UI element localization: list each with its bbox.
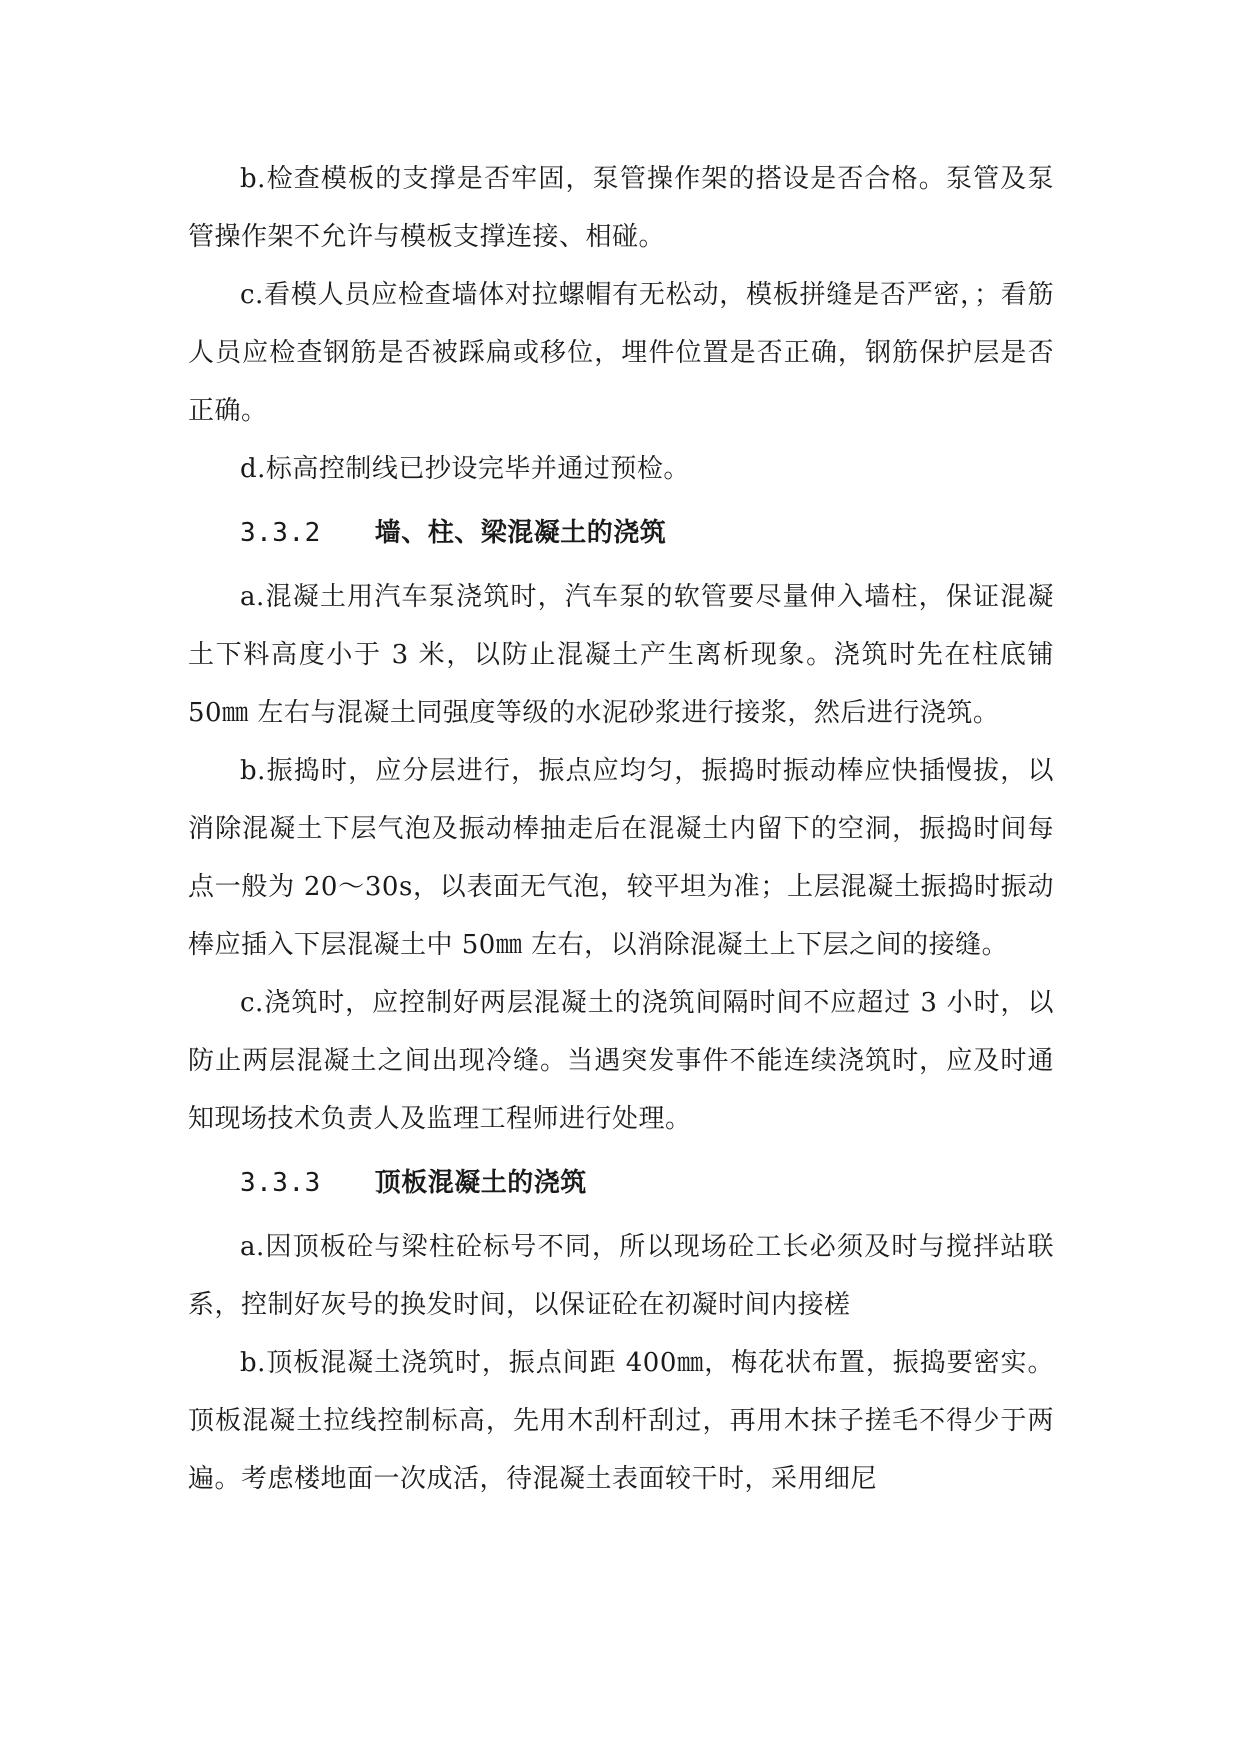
paragraph-vibration: b.振捣时，应分层进行，振点应均匀，振捣时振动棒应快插慢拔，以消除混凝土下层气泡及振动棒抽走后在混凝土内留下的空洞，振捣时间每点一般为 20～30s，以表面无气泡，较平坦为准；上层混凝土振捣时振动棒应插入下层混凝土中 50㎜ 左右，以消除混凝土上下层之间的接缝。 — [188, 756, 1054, 960]
section-heading-333 — [188, 1148, 1054, 1218]
paragraph-slab-concrete-grade: a.因顶板砼与梁柱砼标号不同，所以现场砼工长必须及时与搅拌站联系，控制好灰号的换发时间，以保证砼在初凝时间内接槎 — [188, 1232, 1054, 1320]
paragraph-slab-vibration: b.顶板混凝土浇筑时，振点间距 400㎜，梅花状布置，振捣要密实。顶板混凝土拉线控制标高，先用木刮杆刮过，再用木抹子搓毛不得少于两遍。考虑楼地面一次成活，待混凝土表面较干时，采用细尼 — [188, 1348, 1054, 1494]
paragraph-formwork-rebar-inspection: c.看模人员应检查墙体对拉螺帽有无松动，模板拼缝是否严密，；看筋人员应检查钢筋是否被踩扁或移位，埋件位置是否正确，钢筋保护层是否正确。 — [188, 280, 1054, 426]
document-body — [188, 150, 1054, 1508]
paragraph-pouring-interval: c.浇筑时，应控制好两层混凝土的浇筑间隔时间不应超过 3 小时，以防止两层混凝土之间出现冷缝。当遇突发事件不能连续浇筑时，应及时通知现场技术负责人及监理工程师进行处理。 — [188, 988, 1054, 1134]
section-number-333: 3.3.3 — [240, 1168, 321, 1198]
paragraph-pump-pouring: a.混凝土用汽车泵浇筑时，汽车泵的软管要尽量伸入墙柱，保证混凝土下料高度小于 3 米，以防止混凝土产生离析现象。浇筑时先在柱底铺 50㎜ 左右与混凝土同强度等级的水泥砂浆进行接浆，然后进行浇筑。 — [188, 582, 1054, 728]
section-number-332: 3.3.2 — [240, 518, 321, 548]
section-title-333: 顶板混凝土的浇筑 — [374, 1168, 587, 1198]
paragraph-elevation-control-line: d.标高控制线已抄设完毕并通过预检。 — [240, 454, 690, 484]
section-title-332: 墙、柱、梁混凝土的浇筑 — [374, 518, 667, 548]
paragraph-formwork-support-check: b.检查模板的支撑是否牢固，泵管操作架的搭设是否合格。泵管及泵管操作架不允许与模板支撑连接、相碰。 — [188, 164, 1054, 252]
section-heading-332 — [188, 498, 1054, 568]
